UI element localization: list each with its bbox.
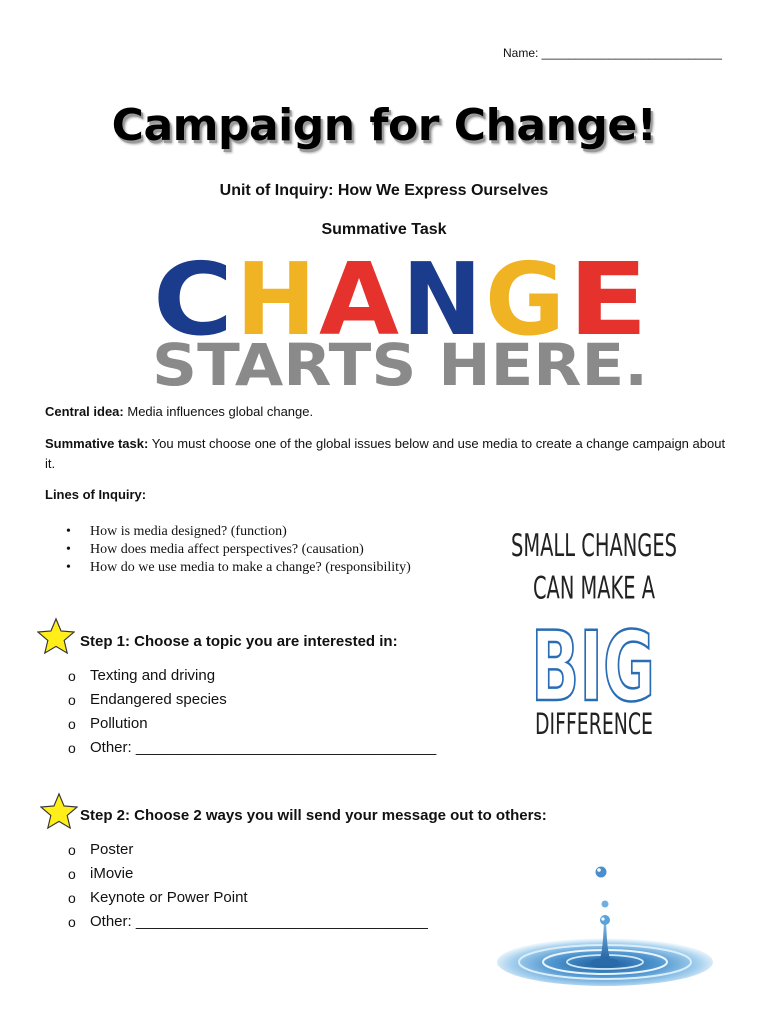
central-idea-text: Media influences global change. [123,404,314,419]
star-icon [37,617,75,655]
list-item: o Other: ___________________________________ [68,910,428,934]
list-item: o iMovie [68,862,428,886]
bullet-circle-icon: o [68,668,76,684]
poster-line-3: DIFFERENCE [535,706,653,742]
list-item: • How is media designed? (function) [66,523,411,541]
name-field-line: Name: ___________________________ [503,46,722,60]
summative-task-heading: Summative Task [321,221,447,238]
step-1-heading: Step 1: Choose a topic you are interested in: [80,633,398,650]
list-item: o Pollution [68,712,436,736]
poster-line-2: CAN MAKE A [533,569,656,607]
poster-big-word: BIG [531,611,655,723]
banner-letter: C [153,252,233,358]
unit-of-inquiry: Unit of Inquiry: How We Express Ourselves [219,182,549,199]
banner-letter: A [319,252,399,358]
page-title: Campaign for Change! [111,100,657,151]
water-drop-icon [495,858,715,988]
change-starts-here-banner [140,252,660,392]
small-changes-poster [503,524,685,754]
lines-of-inquiry-list [66,523,411,577]
lines-of-inquiry-label: Lines of Inquiry: [45,487,147,502]
bullet-circle-icon: o [68,866,76,882]
list-item: • How do we use media to make a change? (responsibility) [66,559,411,577]
bullet-circle-icon: o [68,740,76,756]
summative-task-label: Summative task: [45,436,149,451]
poster-line-1: SMALL CHANGES [511,527,677,564]
summative-task [45,434,735,474]
banner-subline: STARTS HERE. [152,331,648,392]
list-item: o Other: ____________________________________ [68,736,436,760]
central-idea-label: Central idea: [45,404,124,419]
list-item: o Keynote or Power Point [68,886,428,910]
list-item: o Texting and driving [68,664,436,688]
media-options [68,838,428,934]
star-icon [40,792,78,830]
bullet-circle-icon: o [68,692,76,708]
lines-of-inquiry-heading [45,485,735,505]
central-idea [45,402,735,422]
list-item: o Endangered species [68,688,436,712]
banner-letter: H [236,252,316,358]
banner-letter: E [568,252,648,358]
bullet-circle-icon: o [68,716,76,732]
list-item: o Poster [68,838,428,862]
step-2-heading: Step 2: Choose 2 ways you will send your message out to others: [80,807,547,824]
list-item: • How does media affect perspectives? (causation) [66,541,411,559]
bullet-circle-icon: o [68,890,76,906]
summative-task-text: You must choose one of the global issues below and use media to create a change campaign about it. [45,436,726,471]
banner-letter: N [402,252,482,358]
topic-options [68,664,436,760]
bullet-circle-icon: o [68,914,76,930]
banner-letter: G [485,252,565,358]
bullet-circle-icon: o [68,842,76,858]
